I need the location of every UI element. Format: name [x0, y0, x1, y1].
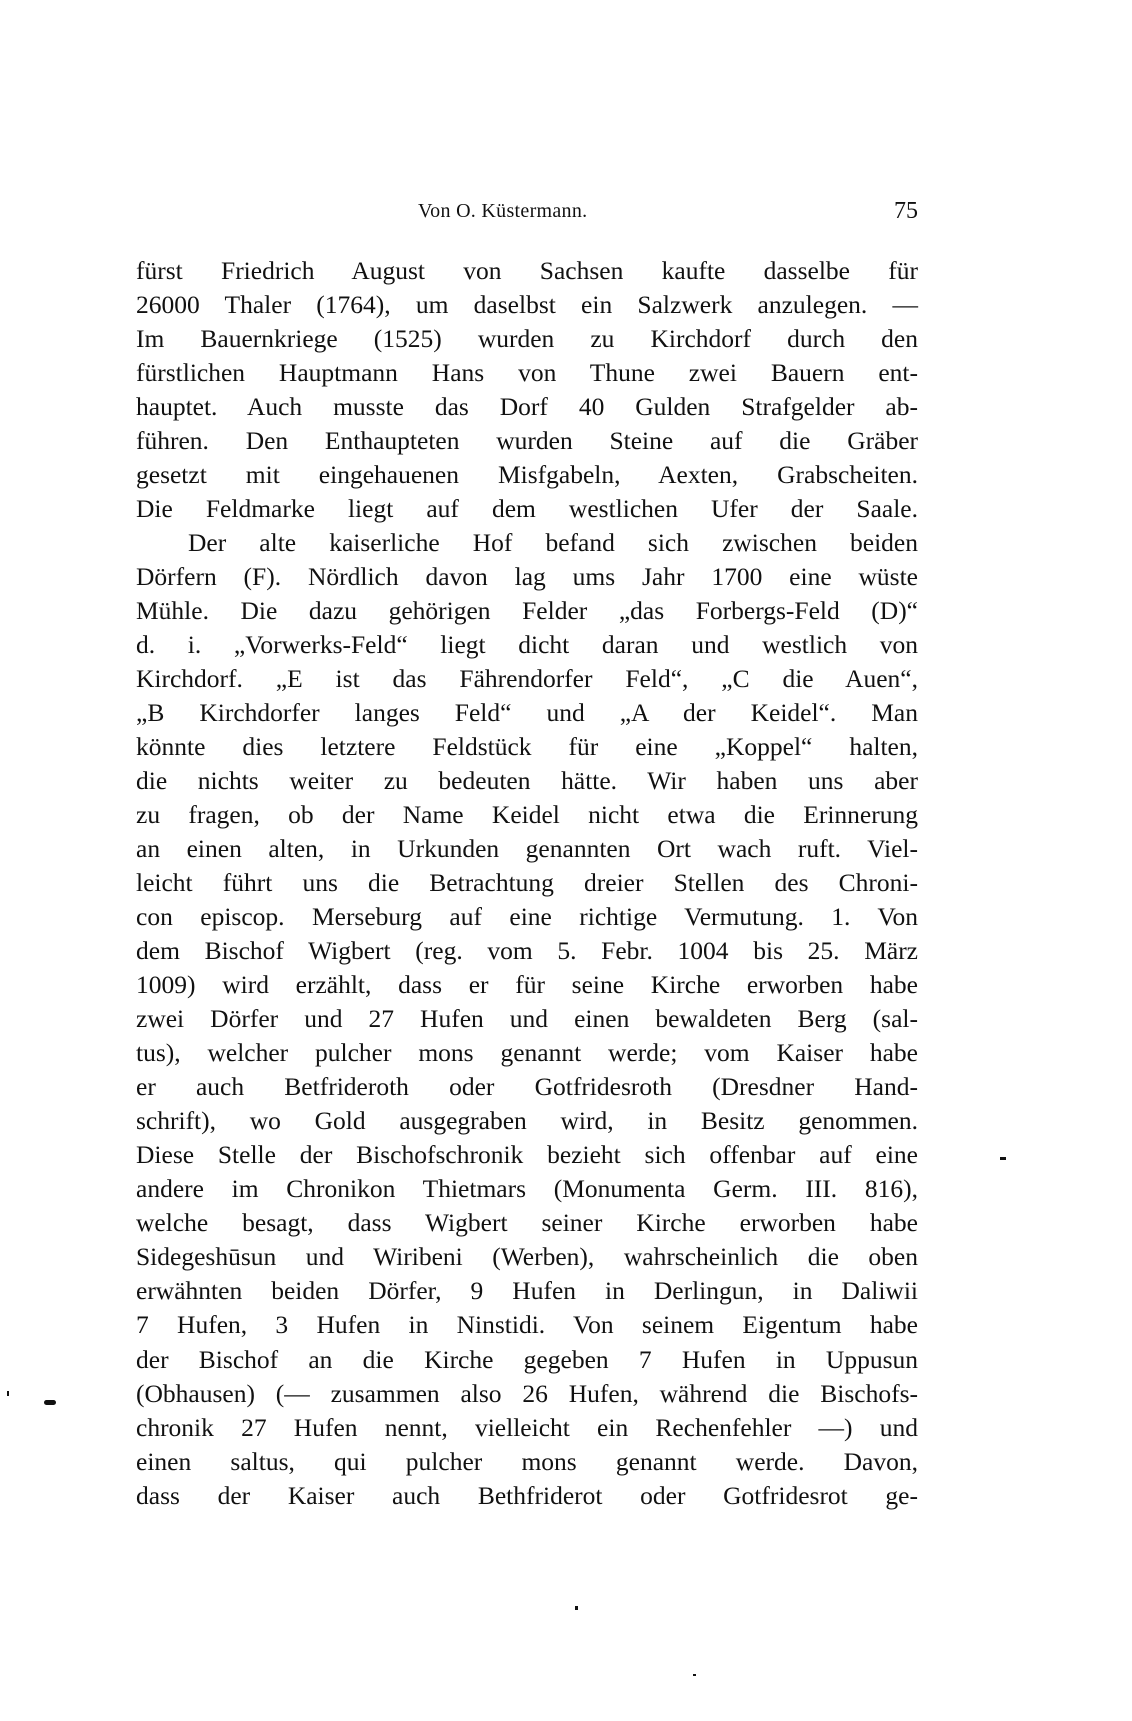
text-line: chronik 27 Hufen nennt, vielleicht ein Rechenfehler —) und	[136, 1412, 918, 1442]
margin-dash-mark	[1000, 1157, 1006, 1160]
margin-blot-mark	[44, 1400, 56, 1405]
text-line: zwei Dörfer und 27 Hufen und einen bewaldeten Berg (sal-	[136, 1004, 918, 1034]
text-line: andere im Chronikon Thietmars (Monumenta Germ. III. 816),	[136, 1174, 918, 1204]
text-line: schrift), wo Gold ausgegraben wird, in Besitz genommen.	[136, 1106, 918, 1136]
text-line: 7 Hufen, 3 Hufen in Ninstidi. Von seinem Eigentum habe	[136, 1310, 918, 1340]
text-line: 1009) wird erzählt, dass er für seine Kirche erworben habe	[136, 970, 918, 1000]
margin-tick-mark	[7, 1391, 9, 1396]
text-line: Mühle. Die dazu gehörigen Felder „das Forbergs-Feld (D)“	[136, 596, 918, 626]
running-title: Von O. Küstermann.	[418, 200, 588, 222]
text-line: erwähnten beiden Dörfer, 9 Hufen in Derlingun, in Daliwii	[136, 1276, 918, 1306]
text-line: Sidegeshūsun und Wiribeni (Werben), wahrscheinlich die oben	[136, 1242, 918, 1272]
text-line: dass der Kaiser auch Bethfriderot oder Gotfridesrot ge-	[136, 1480, 918, 1510]
text-line: „B Kirchdorfer langes Feld“ und „A der Keidel“. Man	[136, 698, 918, 728]
scan-speck	[575, 1606, 578, 1610]
text-line: an einen alten, in Urkunden genannten Ort wach ruft. Viel-	[136, 834, 918, 864]
text-line: gesetzt mit eingehauenen Misfgabeln, Aexten, Grabscheiten.	[136, 460, 918, 490]
text-line: hauptet. Auch musste das Dorf 40 Gulden Strafgelder ab-	[136, 392, 918, 422]
text-line: der Bischof an die Kirche gegeben 7 Hufen in Uppusun	[136, 1344, 918, 1374]
body-text	[136, 254, 918, 1513]
text-line: Kirchdorf. „E ist das Fährendorfer Feld“, „C die Auen“,	[136, 664, 918, 694]
text-line: dem Bischof Wigbert (reg. vom 5. Febr. 1004 bis 25. März	[136, 936, 918, 966]
text-line: Dörfern (F). Nördlich davon lag ums Jahr 1700 eine wüste	[136, 562, 918, 592]
paragraph-start-line: Der alte kaiserliche Hof befand sich zwischen beiden	[188, 528, 918, 558]
text-line: Diese Stelle der Bischofschronik bezieht sich offenbar auf eine	[136, 1140, 918, 1170]
text-line: leicht führt uns die Betrachtung dreier Stellen des Chroni-	[136, 868, 918, 898]
text-line: fürstlichen Hauptmann Hans von Thune zwei Bauern ent-	[136, 358, 918, 388]
text-line: einen saltus, qui pulcher mons genannt werde. Davon,	[136, 1446, 918, 1476]
text-line: könnte dies letztere Feldstück für eine „Koppel“ halten,	[136, 732, 918, 762]
scan-speck	[693, 1674, 696, 1676]
text-line: Im Bauernkriege (1525) wurden zu Kirchdorf durch den	[136, 324, 918, 354]
text-line: d. i. „Vorwerks-Feld“ liegt dicht daran und westlich von	[136, 630, 918, 660]
page-number: 75	[894, 198, 918, 224]
text-line: tus), welcher pulcher mons genannt werde; vom Kaiser habe	[136, 1038, 918, 1068]
text-line: con episcop. Merseburg auf eine richtige Vermutung. 1. Von	[136, 902, 918, 932]
text-line: Die Feldmarke liegt auf dem westlichen Ufer der Saale.	[136, 494, 918, 524]
text-line: fürst Friedrich August von Sachsen kaufte dasselbe für	[136, 256, 918, 285]
running-head	[136, 200, 918, 234]
text-line: 26000 Thaler (1764), um daselbst ein Salzwerk anzulegen. —	[136, 290, 918, 320]
text-line: zu fragen, ob der Name Keidel nicht etwa die Erinnerung	[136, 800, 918, 830]
text-line: (Obhausen) (— zusammen also 26 Hufen, während die Bischofs-	[136, 1378, 918, 1408]
text-line: er auch Betfrideroth oder Gotfridesroth (Dresdner Hand-	[136, 1072, 918, 1102]
text-line: welche besagt, dass Wigbert seiner Kirche erworben habe	[136, 1208, 918, 1238]
text-line: führen. Den Enthaupteten wurden Steine auf die Gräber	[136, 426, 918, 456]
text-line: die nichts weiter zu bedeuten hätte. Wir haben uns aber	[136, 766, 918, 796]
